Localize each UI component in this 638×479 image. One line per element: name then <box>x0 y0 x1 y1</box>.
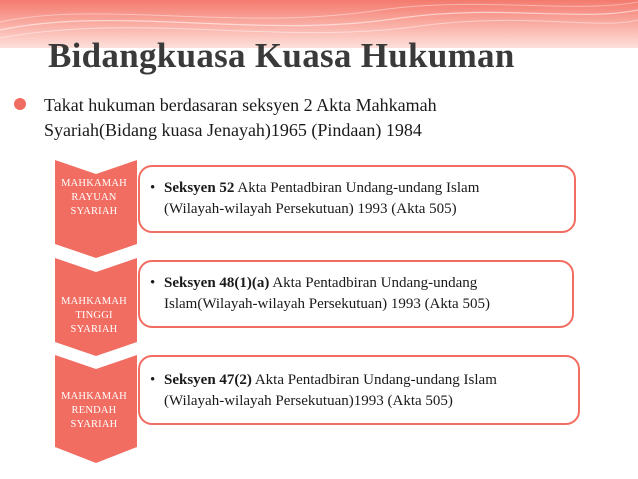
section-text: Akta Pentadbiran Undang-undang <box>269 275 478 291</box>
section-text-cont: Islam(Wilayah-wilayah Persekutuan) 1993 (Akta 505) <box>164 296 490 312</box>
section-box-tinggi <box>138 260 574 328</box>
intro-line-2: Syariah(Bidang kuasa Jenayah)1965 (Pindaan) 1984 <box>44 120 422 140</box>
section-box-rayuan <box>138 165 576 233</box>
court-label-rayuan: MAHKAMAH RAYUAN SYARIAH <box>61 178 127 217</box>
intro-bullet <box>14 93 614 143</box>
section-text-cont: (Wilayah-wilayah Persekutuan)1993 (Akta 505) <box>164 393 453 409</box>
chevron-mahkamah-rendah <box>55 355 137 463</box>
section-ref: Seksyen 52 <box>164 180 235 196</box>
section-text: Akta Pentadbiran Undang-undang Islam <box>251 372 497 388</box>
section-ref: Seksyen 47(2) <box>164 372 252 388</box>
chevron-mahkamah-tinggi <box>55 258 137 356</box>
bullet-icon <box>14 98 26 110</box>
section-box-rendah <box>138 355 580 425</box>
court-label-rendah: MAHKAMAH RENDAH SYARIAH <box>61 391 127 430</box>
section-text-cont: (Wilayah-wilayah Persekutuan) 1993 (Akta 505) <box>164 201 457 217</box>
chevron-mahkamah-rayuan <box>55 160 137 258</box>
section-text: Akta Pentadbiran Undang-undang Islam <box>234 180 480 196</box>
bullet-icon: • <box>150 372 156 388</box>
slide-title: Bidangkuasa Kuasa Hukuman <box>48 36 515 75</box>
bullet-icon: • <box>150 180 156 196</box>
bullet-icon: • <box>150 275 156 291</box>
intro-line-1: Takat hukuman berdasaran seksyen 2 Akta Mahkamah <box>44 95 437 115</box>
section-ref: Seksyen 48(1)(a) <box>164 275 270 291</box>
court-label-tinggi: MAHKAMAH TINGGI SYARIAH <box>61 296 127 335</box>
